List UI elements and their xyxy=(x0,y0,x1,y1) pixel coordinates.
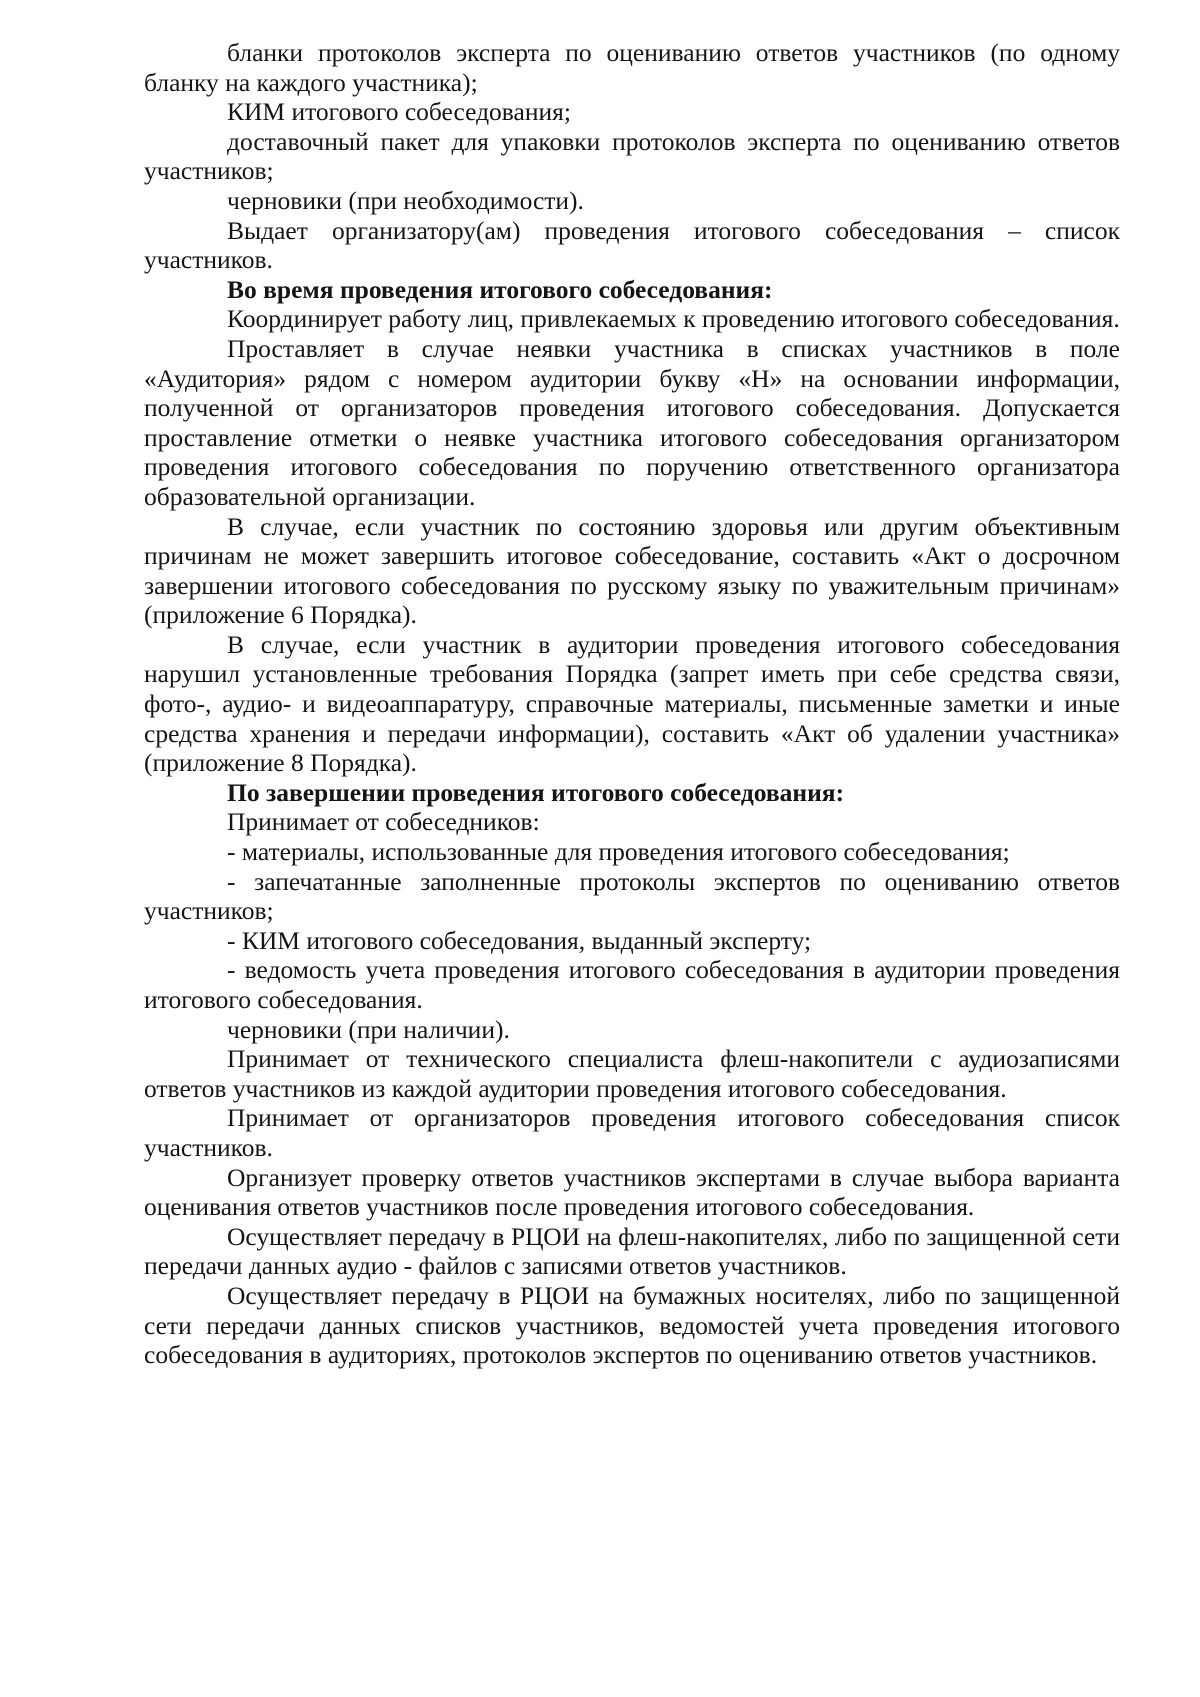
paragraph-expert-check: Организует проверку ответов участников экспертами в случае выбора варианта оценивания ответов участников после проведения итогового собеседования. xyxy=(144,1162,1120,1222)
paragraph-early-completion: В случае, если участник по состоянию здоровья или другим объективным причинам не может завершить итоговое собеседование, составить «Акт о досрочном завершении итогового собеседования по русскому языку по уважительным причинам» (приложение 6 Порядка). xyxy=(144,511,1120,630)
document-body xyxy=(144,38,1120,1370)
list-item-kim: - КИМ итогового собеседования, выданный эксперту; xyxy=(227,925,812,955)
paragraph-accepts: Принимает от собеседников: xyxy=(227,807,540,837)
paragraph-blanks: бланки протоколов эксперта по оцениванию ответов участников (по одному бланку на каждого участника); xyxy=(144,38,1120,97)
paragraph-kim: КИМ итогового собеседования; xyxy=(227,97,571,127)
paragraph-coordinates: Координирует работу лиц, привлекаемых к проведению итогового собеседования. xyxy=(227,304,1120,334)
list-item-record: - ведомость учета проведения итогового собеседования в аудитории проведения итогового собеседования. xyxy=(144,955,1120,1014)
paragraph-issues-list: Выдает организатору(ам) проведения итогового собеседования – список участников. xyxy=(144,215,1120,275)
list-item-drafts: черновики (при наличии). xyxy=(227,1014,510,1044)
paragraph-paper-transfer: Осуществляет передачу в РЦОИ на бумажных носителях, либо по защищенной сети передачи данных списков участников, ведомостей учета проведения итогового собеседования в аудиториях, протоколов экспертов по оцениванию ответов участников. xyxy=(144,1280,1120,1370)
paragraph-drafts: черновики (при необходимости). xyxy=(227,185,584,215)
paragraph-package: доставочный пакет для упаковки протоколов эксперта по оцениванию ответов участников; xyxy=(144,126,1120,186)
paragraph-removal: В случае, если участник в аудитории проведения итогового собеседования нарушил установленные требования Порядка (запрет иметь при себе средства связи, фото-, аудио- и видеоаппаратуру, справочные материалы, письменные заметки и иные средства хранения и передачи информации), составить «Акт об удалении участника» (приложение 8 Порядка). xyxy=(144,629,1120,778)
paragraph-absence-mark: Проставляет в случае неявки участника в списках участников в поле «Аудитория» рядом с номером аудитории букву «Н» на основании информации, полученной от организаторов проведения итогового собеседования. Допускается проставление отметки о неявке участника итогового собеседования организатором проведения итогового собеседования по поручению ответственного организатора образовательной организации. xyxy=(144,333,1120,511)
list-item-materials: - материалы, использованные для проведения итогового собеседования; xyxy=(227,837,1010,867)
section-heading-during: Во время проведения итогового собеседования: xyxy=(227,274,773,304)
paragraph-flash-drives: Принимает от технического специалиста флеш-накопители с аудиозаписями ответов участников из каждой аудитории проведения итогового собеседования. xyxy=(144,1044,1120,1103)
section-heading-after: По завершении проведения итогового собеседования: xyxy=(227,777,845,807)
paragraph-participant-list: Принимает от организаторов проведения итогового собеседования список участников. xyxy=(144,1103,1120,1162)
paragraph-audio-transfer: Осуществляет передачу в РЦОИ на флеш-накопителях, либо по защищенной сети передачи данных аудио - файлов с записями ответов участников. xyxy=(144,1221,1120,1281)
list-item-protocols: - запечатанные заполненные протоколы экспертов по оцениванию ответов участников; xyxy=(144,866,1120,926)
